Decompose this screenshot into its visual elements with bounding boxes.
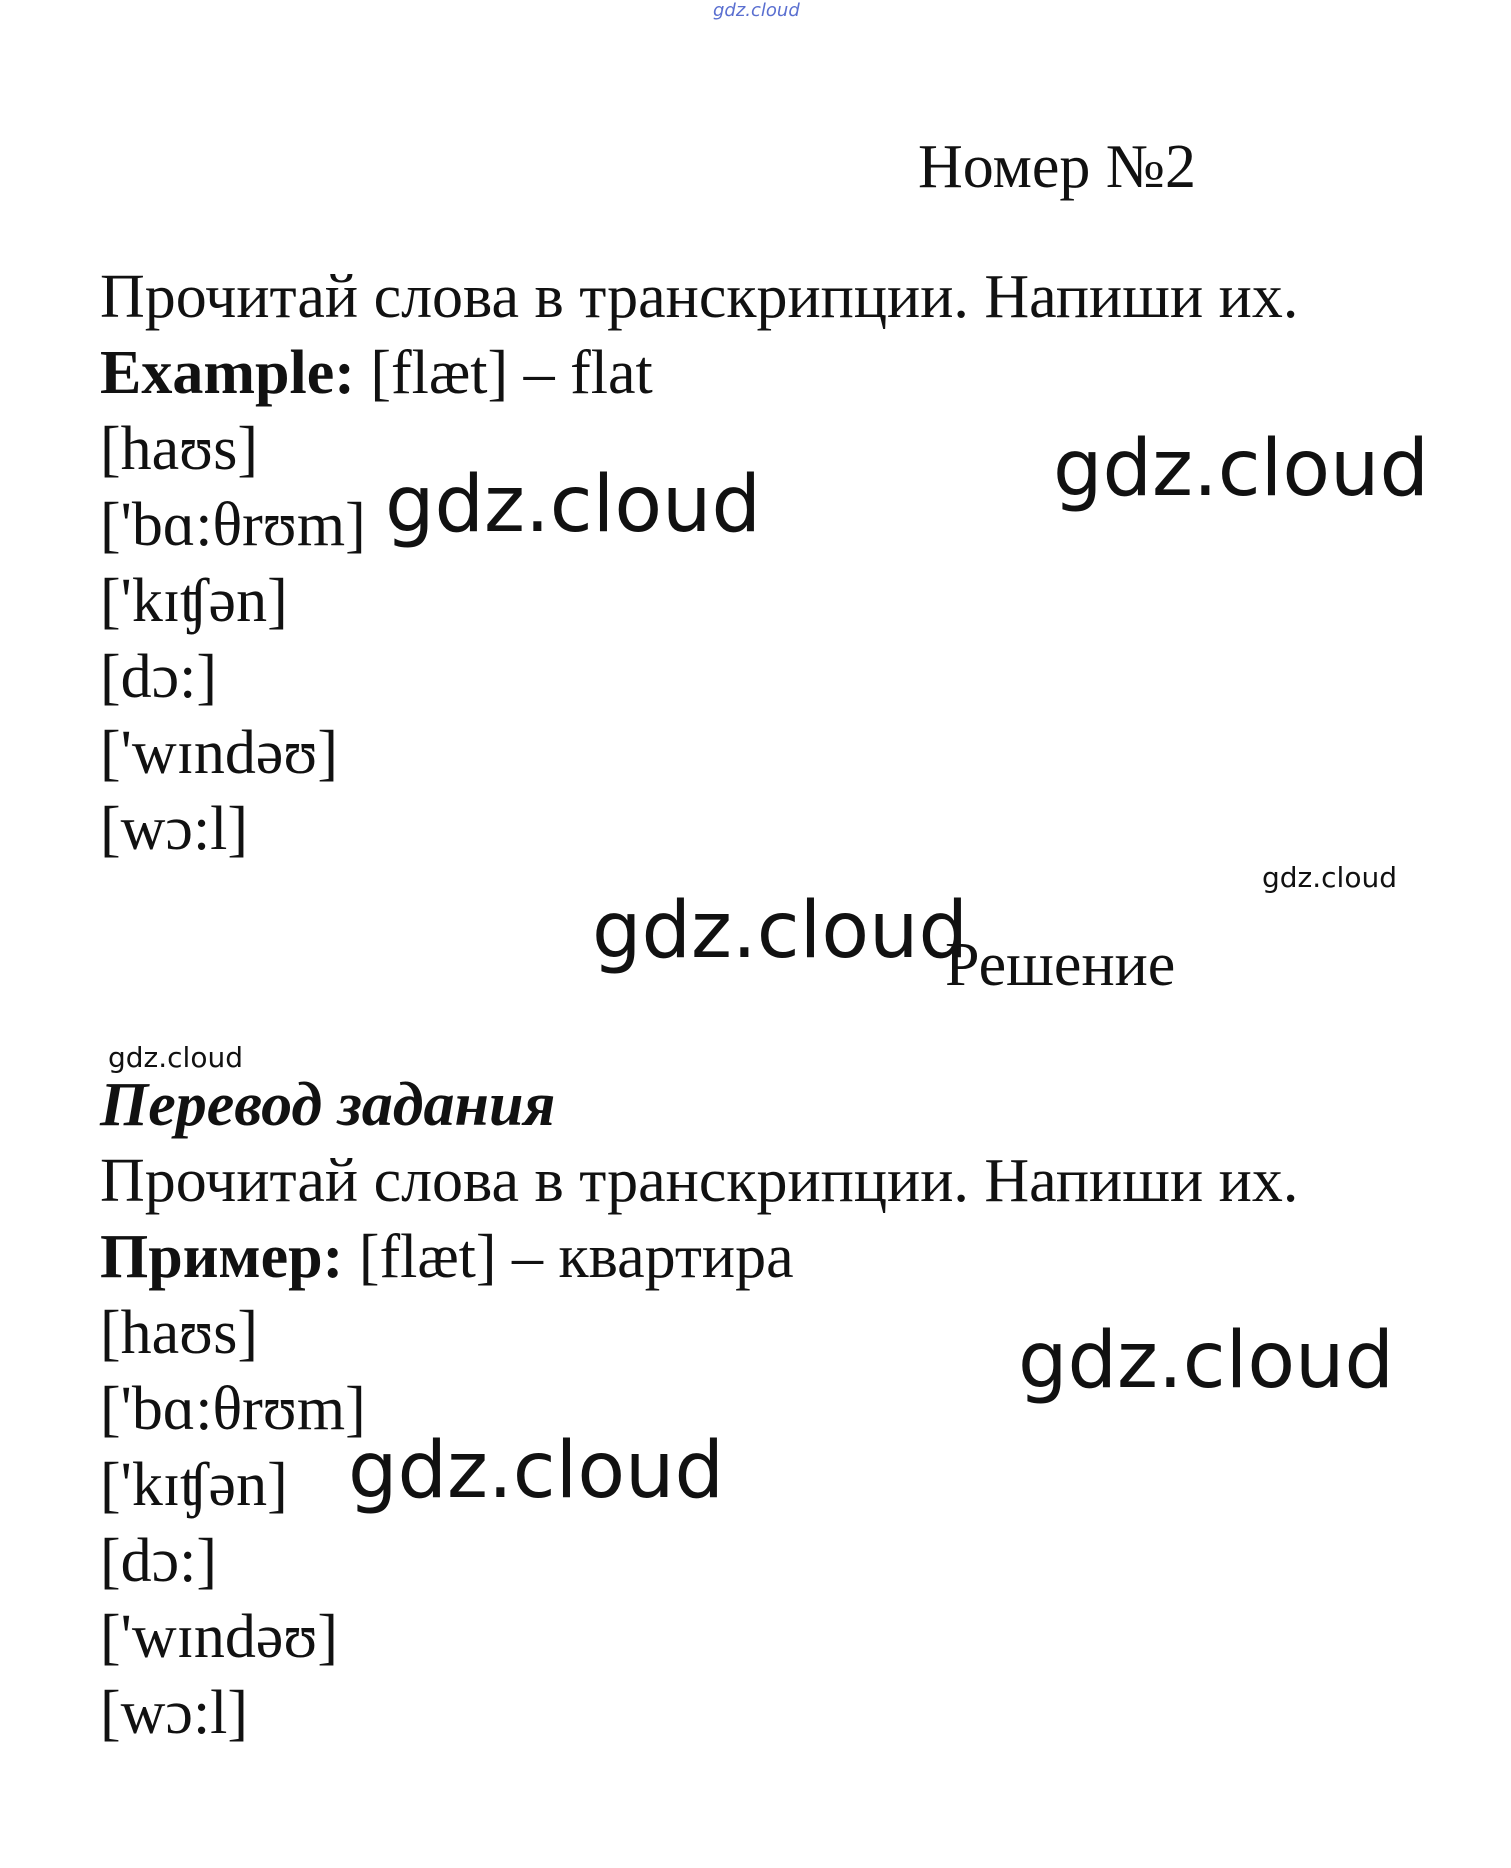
translation-example-label: Пример: [100,1223,344,1291]
translation-example-value: [flæt] – квартира [343,1223,794,1291]
task-number-heading: Номер №2 [918,133,1197,201]
solution-word-5: ['wɪndəʊ] [100,1603,339,1671]
watermark-7: gdz.cloud [348,1426,724,1516]
watermark-4: gdz.cloud [592,886,968,976]
watermark-top: gdz.cloud [713,0,800,21]
translation-example-line [100,1223,794,1291]
watermark-2: gdz.cloud [385,460,761,550]
watermark-6: gdz.cloud [1018,1316,1394,1406]
translation-instruction: Прочитай слова в транскрипции. Напиши их. [100,1147,1299,1215]
task-word-2: ['bɑ:θrʊm] [100,491,366,559]
task-word-4: [dɔ:] [100,643,218,711]
example-label: Example: [100,339,355,407]
watermark-3: gdz.cloud [1262,861,1397,894]
task-word-1: [haʊs] [100,415,258,483]
solution-word-6: [wɔ:l] [100,1679,249,1747]
translation-heading: Перевод задания [100,1071,556,1139]
task-word-3: ['kɪʧən] [100,567,288,635]
solution-word-3: ['kɪʧən] [100,1451,288,1519]
watermark-5: gdz.cloud [108,1041,243,1074]
solution-word-4: [dɔ:] [100,1527,218,1595]
example-value: [flæt] – flat [354,339,653,407]
solution-word-1: [haʊs] [100,1299,258,1367]
task-word-6: [wɔ:l] [100,795,249,863]
watermark-1: gdz.cloud [1053,424,1429,514]
task-example-line [100,339,653,407]
task-word-5: ['wɪndəʊ] [100,719,339,787]
solution-word-2: ['bɑ:θrʊm] [100,1375,366,1443]
solution-heading: Решение [945,931,1176,999]
task-instruction: Прочитай слова в транскрипции. Напиши их. [100,263,1299,331]
